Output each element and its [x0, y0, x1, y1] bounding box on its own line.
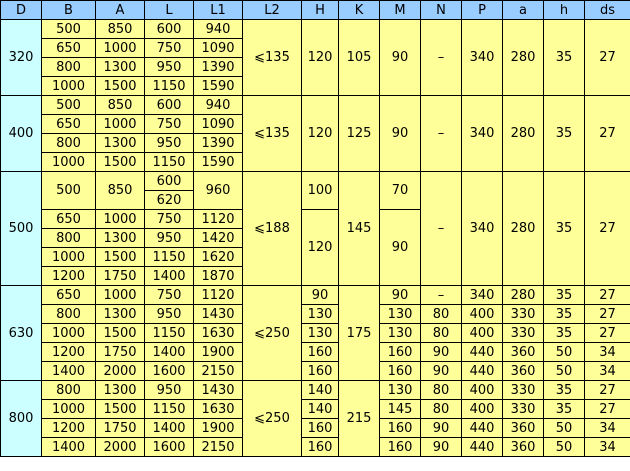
l1-cell: 1120 [194, 286, 243, 305]
l1-cell: 1630 [194, 400, 243, 419]
d-cell: 630 [1, 286, 42, 381]
l1-cell: 940 [194, 20, 243, 39]
table-row [1, 172, 630, 191]
l1-cell: 940 [194, 96, 243, 115]
l-cell: 1150 [145, 400, 194, 419]
h-cell: 120 [302, 20, 339, 96]
l-cell: 620 [145, 191, 194, 210]
k-cell: 125 [339, 96, 380, 172]
l1-cell: 1090 [194, 39, 243, 58]
l1-cell: 1630 [194, 324, 243, 343]
m-cell: 130 [380, 324, 421, 343]
a-cell: 1750 [96, 343, 145, 362]
b-cell: 650 [42, 39, 96, 58]
p-cell: 340 [462, 20, 503, 96]
header-cell: H [302, 1, 339, 20]
a-small-cell: 360 [503, 362, 544, 381]
b-cell: 500 [42, 20, 96, 39]
n-cell: – [421, 172, 462, 286]
h-cell: 140 [302, 400, 339, 419]
m-cell: 160 [380, 343, 421, 362]
table-row [1, 286, 630, 305]
header-cell: A [96, 1, 145, 20]
n-cell: 80 [421, 400, 462, 419]
l1-cell: 1900 [194, 419, 243, 438]
a-small-cell: 330 [503, 324, 544, 343]
header-cell: B [42, 1, 96, 20]
l-cell: 950 [145, 134, 194, 153]
l1-cell: 1870 [194, 267, 243, 286]
b-cell: 650 [42, 210, 96, 229]
h-small-cell: 35 [544, 286, 585, 305]
a-small-cell: 360 [503, 343, 544, 362]
l2-cell: ⩽135 [243, 20, 302, 96]
a-cell: 1500 [96, 400, 145, 419]
b-cell: 650 [42, 115, 96, 134]
a-small-cell: 330 [503, 400, 544, 419]
d-cell: 320 [1, 20, 42, 96]
a-cell: 1300 [96, 381, 145, 400]
l1-cell: 1390 [194, 58, 243, 77]
table-row [1, 96, 630, 115]
h-cell: 160 [302, 362, 339, 381]
a-small-cell: 330 [503, 381, 544, 400]
l1-cell: 1590 [194, 77, 243, 96]
ds-cell: 27 [585, 172, 630, 286]
p-cell: 440 [462, 438, 503, 457]
n-cell: 80 [421, 305, 462, 324]
a-small-cell: 330 [503, 305, 544, 324]
l2-cell: ⩽250 [243, 286, 302, 381]
d-cell: 800 [1, 381, 42, 457]
p-cell: 440 [462, 419, 503, 438]
h-small-cell: 35 [544, 96, 585, 172]
m-cell: 160 [380, 419, 421, 438]
h-small-cell: 35 [544, 400, 585, 419]
l-cell: 750 [145, 210, 194, 229]
l-cell: 750 [145, 115, 194, 134]
m-cell: 160 [380, 438, 421, 457]
b-cell: 1000 [42, 400, 96, 419]
l1-cell: 2150 [194, 438, 243, 457]
a-small-cell: 280 [503, 286, 544, 305]
l-cell: 600 [145, 20, 194, 39]
m-cell: 90 [380, 20, 421, 96]
k-cell: 215 [339, 381, 380, 457]
a-small-cell: 360 [503, 438, 544, 457]
l-cell: 1150 [145, 324, 194, 343]
p-cell: 440 [462, 362, 503, 381]
table-row [1, 362, 630, 381]
p-cell: 400 [462, 305, 503, 324]
d-cell: 400 [1, 96, 42, 172]
h-small-cell: 50 [544, 419, 585, 438]
ds-cell: 34 [585, 362, 630, 381]
m-cell: 160 [380, 362, 421, 381]
l-cell: 1150 [145, 248, 194, 267]
a-cell: 1000 [96, 39, 145, 58]
ds-cell: 34 [585, 343, 630, 362]
b-cell: 800 [42, 381, 96, 400]
l1-cell: 1120 [194, 210, 243, 229]
l-cell: 1150 [145, 153, 194, 172]
table-row [1, 343, 630, 362]
a-cell: 850 [96, 96, 145, 115]
m-cell: 90 [380, 96, 421, 172]
b-cell: 500 [42, 96, 96, 115]
b-cell: 1000 [42, 324, 96, 343]
l1-cell: 1090 [194, 115, 243, 134]
b-cell: 800 [42, 229, 96, 248]
table-row [1, 438, 630, 457]
n-cell: 80 [421, 381, 462, 400]
n-cell: 90 [421, 343, 462, 362]
p-cell: 400 [462, 324, 503, 343]
p-cell: 340 [462, 172, 503, 286]
l1-cell: 960 [194, 172, 243, 210]
header-cell: D [1, 1, 42, 20]
h-small-cell: 35 [544, 381, 585, 400]
h-small-cell: 35 [544, 324, 585, 343]
a-cell: 1300 [96, 134, 145, 153]
l1-cell: 1430 [194, 381, 243, 400]
table-row [1, 419, 630, 438]
b-cell: 500 [42, 172, 96, 210]
l-cell: 600 [145, 172, 194, 191]
l-cell: 750 [145, 286, 194, 305]
a-cell: 1000 [96, 115, 145, 134]
l1-cell: 1620 [194, 248, 243, 267]
a-cell: 1500 [96, 248, 145, 267]
a-cell: 2000 [96, 362, 145, 381]
table-row [1, 400, 630, 419]
b-cell: 650 [42, 286, 96, 305]
h-small-cell: 35 [544, 20, 585, 96]
a-cell: 1750 [96, 419, 145, 438]
a-cell: 850 [96, 172, 145, 210]
l1-cell: 2150 [194, 362, 243, 381]
n-cell: – [421, 286, 462, 305]
m-cell: 130 [380, 305, 421, 324]
b-cell: 1000 [42, 248, 96, 267]
l1-cell: 1590 [194, 153, 243, 172]
p-cell: 400 [462, 400, 503, 419]
b-cell: 1400 [42, 438, 96, 457]
l-cell: 600 [145, 96, 194, 115]
b-cell: 800 [42, 58, 96, 77]
header-cell: P [462, 1, 503, 20]
header-cell: a [503, 1, 544, 20]
ds-cell: 27 [585, 20, 630, 96]
a-cell: 1500 [96, 77, 145, 96]
h-cell: 90 [302, 286, 339, 305]
l-cell: 1600 [145, 362, 194, 381]
header-cell: L [145, 1, 194, 20]
a-cell: 1000 [96, 286, 145, 305]
l-cell: 1400 [145, 343, 194, 362]
h-cell: 100 [302, 172, 339, 210]
l-cell: 750 [145, 39, 194, 58]
b-cell: 1200 [42, 419, 96, 438]
h-cell: 130 [302, 324, 339, 343]
h-cell: 120 [302, 96, 339, 172]
ds-cell: 27 [585, 381, 630, 400]
n-cell: 90 [421, 419, 462, 438]
a-cell: 1750 [96, 267, 145, 286]
n-cell: 90 [421, 438, 462, 457]
a-small-cell: 360 [503, 419, 544, 438]
l-cell: 1400 [145, 419, 194, 438]
p-cell: 340 [462, 286, 503, 305]
table-row [1, 305, 630, 324]
b-cell: 800 [42, 305, 96, 324]
header-cell: N [421, 1, 462, 20]
m-cell: 90 [380, 286, 421, 305]
header-row [1, 1, 630, 20]
a-small-cell: 280 [503, 172, 544, 286]
l1-cell: 1420 [194, 229, 243, 248]
b-cell: 1400 [42, 362, 96, 381]
p-cell: 440 [462, 343, 503, 362]
l-cell: 1600 [145, 438, 194, 457]
l1-cell: 1430 [194, 305, 243, 324]
b-cell: 1000 [42, 77, 96, 96]
h-cell: 160 [302, 438, 339, 457]
h-cell: 140 [302, 381, 339, 400]
a-cell: 1500 [96, 153, 145, 172]
l-cell: 950 [145, 305, 194, 324]
l-cell: 950 [145, 229, 194, 248]
a-cell: 1300 [96, 229, 145, 248]
n-cell: 90 [421, 362, 462, 381]
ds-cell: 34 [585, 438, 630, 457]
header-cell: ds [585, 1, 630, 20]
m-cell: 145 [380, 400, 421, 419]
l1-cell: 1390 [194, 134, 243, 153]
h-small-cell: 50 [544, 438, 585, 457]
b-cell: 1200 [42, 267, 96, 286]
p-cell: 340 [462, 96, 503, 172]
p-cell: 400 [462, 381, 503, 400]
d-cell: 500 [1, 172, 42, 286]
header-cell: K [339, 1, 380, 20]
l-cell: 950 [145, 381, 194, 400]
a-small-cell: 280 [503, 20, 544, 96]
m-cell: 130 [380, 381, 421, 400]
table-row [1, 20, 630, 39]
m-cell: 90 [380, 210, 421, 286]
a-cell: 1000 [96, 210, 145, 229]
n-cell: 80 [421, 324, 462, 343]
b-cell: 1000 [42, 153, 96, 172]
h-cell: 130 [302, 305, 339, 324]
l2-cell: ⩽250 [243, 381, 302, 457]
header-cell: L2 [243, 1, 302, 20]
m-cell: 70 [380, 172, 421, 210]
h-small-cell: 35 [544, 172, 585, 286]
b-cell: 800 [42, 134, 96, 153]
a-small-cell: 280 [503, 96, 544, 172]
h-small-cell: 35 [544, 305, 585, 324]
ds-cell: 34 [585, 419, 630, 438]
header-cell: M [380, 1, 421, 20]
k-cell: 105 [339, 20, 380, 96]
a-cell: 850 [96, 20, 145, 39]
h-cell: 120 [302, 210, 339, 286]
ds-cell: 27 [585, 305, 630, 324]
k-cell: 175 [339, 286, 380, 381]
n-cell: – [421, 20, 462, 96]
b-cell: 1200 [42, 343, 96, 362]
h-cell: 160 [302, 343, 339, 362]
header-cell: h [544, 1, 585, 20]
a-cell: 1300 [96, 305, 145, 324]
l-cell: 950 [145, 58, 194, 77]
h-small-cell: 50 [544, 362, 585, 381]
k-cell: 145 [339, 172, 380, 286]
a-cell: 1300 [96, 58, 145, 77]
ds-cell: 27 [585, 286, 630, 305]
ds-cell: 27 [585, 400, 630, 419]
h-cell: 160 [302, 419, 339, 438]
ds-cell: 27 [585, 96, 630, 172]
ds-cell: 27 [585, 324, 630, 343]
a-cell: 1500 [96, 324, 145, 343]
l2-cell: ⩽188 [243, 172, 302, 286]
l-cell: 1400 [145, 267, 194, 286]
table-row [1, 381, 630, 400]
a-cell: 2000 [96, 438, 145, 457]
n-cell: – [421, 96, 462, 172]
l-cell: 1150 [145, 77, 194, 96]
h-small-cell: 50 [544, 343, 585, 362]
l1-cell: 1900 [194, 343, 243, 362]
l2-cell: ⩽135 [243, 96, 302, 172]
table-row [1, 324, 630, 343]
header-cell: L1 [194, 1, 243, 20]
